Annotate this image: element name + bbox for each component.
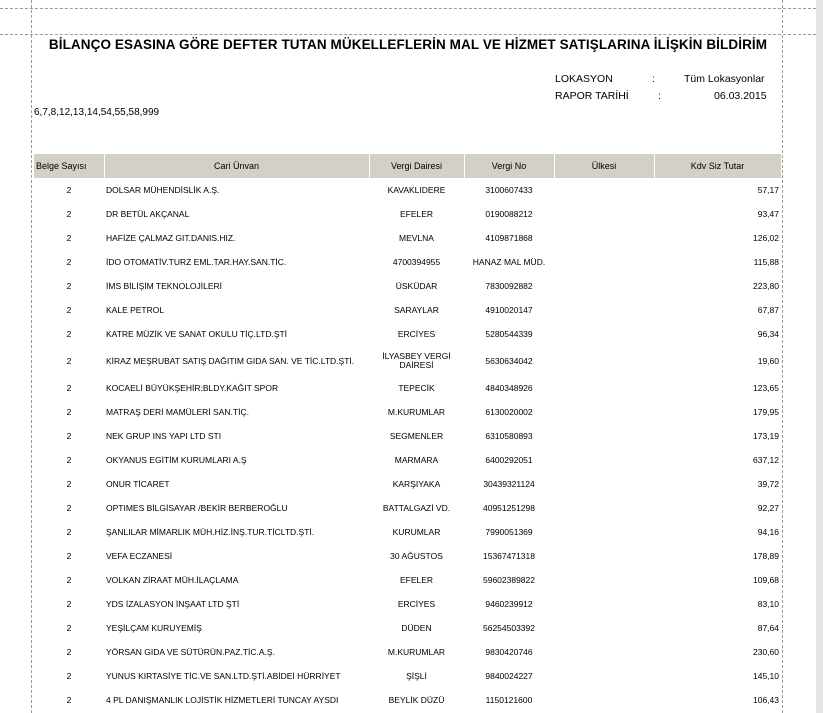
vergi-dairesi-cell: KAVAKLIDERE xyxy=(387,184,446,195)
table-row xyxy=(34,226,781,250)
ulkesi-cell xyxy=(554,298,654,322)
margin-guide-left xyxy=(31,0,32,713)
table-row xyxy=(34,346,781,376)
cari-unvan-cell: 4 PL DANIŞMANLIK LOJİSTİK HİZMETLERİ TUNCAY AYSDI xyxy=(106,695,339,705)
cari-unvan-cell: DR BETÜL AKÇANAL xyxy=(106,209,190,219)
table-row xyxy=(34,640,781,664)
vergi-no-cell: 5280544339 xyxy=(485,329,533,339)
vergi-dairesi-cell: SARAYLAR xyxy=(394,304,439,315)
belge-sayisi-cell: 2 xyxy=(66,503,72,513)
vergi-dairesi-cell: SEGMENLER xyxy=(389,430,444,441)
table-row xyxy=(34,544,781,568)
belge-sayisi-cell: 2 xyxy=(66,356,72,366)
header-guide xyxy=(0,34,816,35)
location-label: LOKASYON xyxy=(555,73,613,85)
ulkesi-cell xyxy=(554,472,654,496)
ulkesi-cell xyxy=(554,448,654,472)
page-shadow xyxy=(816,0,823,713)
table-row xyxy=(34,424,781,448)
vergi-no-cell: 4109871868 xyxy=(485,233,533,243)
belge-sayisi-cell: 2 xyxy=(66,383,72,393)
ulkesi-cell xyxy=(554,640,654,664)
ulkesi-cell xyxy=(554,226,654,250)
header-kdv-siz-tutar: Kdv Siz Tutar xyxy=(654,154,781,178)
belge-sayisi-cell: 2 xyxy=(66,431,72,441)
vergi-no-cell: 3100607433 xyxy=(485,185,533,195)
ulkesi-cell xyxy=(554,520,654,544)
belge-sayisi-cell: 2 xyxy=(66,185,72,195)
kdv-siz-tutar-cell: 19,60 xyxy=(757,356,779,366)
ulkesi-cell xyxy=(554,592,654,616)
kdv-siz-tutar-cell: 94,16 xyxy=(757,527,779,537)
kdv-siz-tutar-cell: 92,27 xyxy=(757,503,779,513)
kdv-siz-tutar-cell: 106,43 xyxy=(753,695,779,705)
cari-unvan-cell: NEK GRUP INS YAPI LTD STI xyxy=(106,431,222,441)
table-row xyxy=(34,202,781,226)
vergi-no-cell: 7830092882 xyxy=(485,281,533,291)
ulkesi-cell xyxy=(554,376,654,400)
cari-unvan-cell: YÖRSAN GIDA VE SÜTÜRÜN.PAZ.TİC.A.Ş. xyxy=(106,647,275,657)
vergi-no-cell: 6130020002 xyxy=(485,407,533,417)
vergi-no-cell: 4910020147 xyxy=(485,305,533,315)
vergi-no-cell: HANAZ MAL MÜD. xyxy=(472,257,546,267)
ulkesi-cell xyxy=(554,346,654,376)
vergi-dairesi-cell: MARMARA xyxy=(394,454,439,465)
vergi-dairesi-cell: ŞİŞLİ xyxy=(406,670,427,681)
kdv-siz-tutar-cell: 96,34 xyxy=(757,329,779,339)
ulkesi-cell xyxy=(554,424,654,448)
vergi-no-cell: 4840348926 xyxy=(485,383,533,393)
vergi-dairesi-cell: DÜDEN xyxy=(401,622,432,633)
vergi-no-cell: 5630634042 xyxy=(485,356,533,366)
kdv-siz-tutar-cell: 179,95 xyxy=(753,407,779,417)
kdv-siz-tutar-cell: 145,10 xyxy=(753,671,779,681)
belge-sayisi-cell: 2 xyxy=(66,257,72,267)
header-vergi-dairesi: Vergi Dairesi xyxy=(369,154,464,178)
kdv-siz-tutar-cell: 637,12 xyxy=(753,455,779,465)
vergi-dairesi-cell: 30 AĞUSTOS xyxy=(390,550,443,561)
ulkesi-cell xyxy=(554,496,654,520)
belge-sayisi-cell: 2 xyxy=(66,305,72,315)
table-row xyxy=(34,376,781,400)
cari-unvan-cell: ONUR TİCARET xyxy=(106,479,170,489)
vergi-dairesi-cell: EFELER xyxy=(399,574,434,585)
table-row xyxy=(34,592,781,616)
ulkesi-cell xyxy=(554,688,654,712)
cari-unvan-cell: OPTIMES BİLGİSAYAR /BEKİR BERBEROĞLU xyxy=(106,503,288,513)
table-row xyxy=(34,688,781,712)
cari-unvan-cell: YEŞİLÇAM KURUYEMİŞ xyxy=(106,623,202,633)
vergi-no-cell: 40951251298 xyxy=(482,503,535,513)
belge-sayisi-cell: 2 xyxy=(66,479,72,489)
table-row xyxy=(34,616,781,640)
belge-sayisi-cell: 2 xyxy=(66,329,72,339)
table-header-row xyxy=(34,154,781,178)
vergi-dairesi-cell: ERCİYES xyxy=(397,328,436,339)
kdv-siz-tutar-cell: 178,89 xyxy=(753,551,779,561)
cari-unvan-cell: YDS İZALASYON İNŞAAT LTD ŞTİ xyxy=(106,599,240,609)
vergi-dairesi-cell: TEPECİK xyxy=(398,382,435,393)
vergi-no-cell: 9830420746 xyxy=(485,647,533,657)
cari-unvan-cell: KİRAZ MEŞRUBAT SATIŞ DAĞITIM GIDA SAN. VE TİC.LTD.ŞTİ. xyxy=(106,356,355,366)
kdv-siz-tutar-cell: 173,19 xyxy=(753,431,779,441)
ulkesi-cell xyxy=(554,178,654,202)
ulkesi-cell xyxy=(554,322,654,346)
belge-sayisi-cell: 2 xyxy=(66,623,72,633)
ulkesi-cell xyxy=(554,400,654,424)
cari-unvan-cell: KOCAELİ BÜYÜKŞEHİR:BLDY.KAĞIT SPOR xyxy=(106,383,279,393)
cari-unvan-cell: KALE PETROL xyxy=(106,305,165,315)
header-cari-unvan: Cari Ünvan xyxy=(104,154,369,178)
table-row xyxy=(34,664,781,688)
report-date-value: 06.03.2015 xyxy=(714,90,767,102)
belge-sayisi-cell: 2 xyxy=(66,407,72,417)
belge-sayisi-cell: 2 xyxy=(66,551,72,561)
belge-sayisi-cell: 2 xyxy=(66,575,72,585)
vergi-no-cell: 59602389822 xyxy=(482,575,535,585)
vergi-dairesi-cell: M.KURUMLAR xyxy=(387,406,446,417)
vergi-no-cell: 56254503392 xyxy=(482,623,535,633)
table-row xyxy=(34,448,781,472)
kdv-siz-tutar-cell: 87,64 xyxy=(757,623,779,633)
vergi-no-cell: 7990051369 xyxy=(485,527,533,537)
cari-unvan-cell: OKYANUS EGİTİM KURUMLARI A.Ş xyxy=(106,455,247,465)
vergi-no-cell: 6400292051 xyxy=(485,455,533,465)
kdv-siz-tutar-cell: 123,65 xyxy=(753,383,779,393)
kdv-siz-tutar-cell: 83,10 xyxy=(757,599,779,609)
cari-unvan-cell: İDO OTOMATİV.TURZ EML.TAR.HAY.SAN.TİC. xyxy=(106,257,287,267)
header-ulkesi: Ülkesi xyxy=(554,154,654,178)
table-row xyxy=(34,520,781,544)
margin-guide-right xyxy=(782,0,783,713)
table-row xyxy=(34,178,781,202)
vergi-no-cell: 0190088212 xyxy=(485,209,533,219)
ulkesi-cell xyxy=(554,274,654,298)
belge-sayisi-cell: 2 xyxy=(66,281,72,291)
vergi-dairesi-cell: 4700394955 xyxy=(392,256,441,267)
vergi-no-cell: 1150121600 xyxy=(485,695,533,705)
vergi-no-cell: 30439321124 xyxy=(483,479,535,489)
belge-sayisi-cell: 2 xyxy=(66,671,72,681)
cari-unvan-cell: MATRAŞ DERİ MAMÜLERİ SAN.TİÇ. xyxy=(106,407,249,417)
margin-guide-top xyxy=(0,8,816,9)
belge-sayisi-cell: 2 xyxy=(66,695,72,705)
table-row xyxy=(34,568,781,592)
cari-unvan-cell: ŞANLILAR MİMARLIK MÜH.HİZ.İNŞ.TUR.TİCLTD.ŞTİ. xyxy=(106,527,315,537)
cari-unvan-cell: HAFİZE ÇALMAZ GIT.DANIS.HIZ. xyxy=(106,233,236,243)
cari-unvan-cell: VEFA ECZANESİ xyxy=(106,551,173,561)
cari-unvan-cell: DOLSAR MÜHENDİSLİK A.Ş. xyxy=(106,185,220,195)
belge-sayisi-cell: 2 xyxy=(66,455,72,465)
header-vergi-no: Vergi No xyxy=(464,154,554,178)
kdv-siz-tutar-cell: 109,68 xyxy=(753,575,779,585)
ulkesi-cell xyxy=(554,664,654,688)
cari-unvan-cell: YUNUS KIRTASİYE TİC.VE SAN.LTD.ŞTİ.ABİDEİ HÜRRİYET xyxy=(106,671,341,681)
vergi-dairesi-cell: BEYLİK DÜZÜ xyxy=(388,694,445,705)
belge-sayisi-cell: 2 xyxy=(66,233,72,243)
table-row xyxy=(34,496,781,520)
kdv-siz-tutar-cell: 126,02 xyxy=(753,233,779,243)
table-row xyxy=(34,322,781,346)
table-row xyxy=(34,250,781,274)
filter-codes: 6,7,8,12,13,14,54,55,58,999 xyxy=(34,107,160,118)
table-row xyxy=(34,298,781,322)
header-belge-sayisi: Belge Sayısı xyxy=(34,154,104,178)
vergi-dairesi-cell: EFELER xyxy=(399,208,434,219)
kdv-siz-tutar-cell: 39,72 xyxy=(757,479,779,489)
vergi-dairesi-cell: İLYASBEY VERGİ DAİRESİ xyxy=(382,351,451,370)
vergi-dairesi-cell: MEVLNA xyxy=(399,232,434,243)
kdv-siz-tutar-cell: 230,60 xyxy=(753,647,779,657)
vergi-no-cell: 9460239912 xyxy=(485,599,533,609)
vergi-dairesi-cell: ÜSKÜDAR xyxy=(395,280,438,291)
table-row xyxy=(34,400,781,424)
vergi-no-cell: 6310580893 xyxy=(485,431,533,441)
report-title: BİLANÇO ESASINA GÖRE DEFTER TUTAN MÜKELLEFLERİN MAL VE HİZMET SATIŞLARINA İLİŞKİN BİLDİRİM xyxy=(48,37,768,52)
vergi-dairesi-cell: BATTALGAZİ VD. xyxy=(382,502,451,513)
belge-sayisi-cell: 2 xyxy=(66,527,72,537)
location-value: Tüm Lokasyonlar xyxy=(684,73,765,85)
cari-unvan-cell: KATRE MÜZİK VE SANAT OKULU TİÇ.LTD.ŞTİ xyxy=(106,329,288,339)
ulkesi-cell xyxy=(554,568,654,592)
cari-unvan-cell: İMS BİLİŞİM TEKNOLOJİLERİ xyxy=(106,281,223,291)
vergi-dairesi-cell: KARŞIYAKA xyxy=(392,478,441,489)
report-date-label: RAPOR TARİHİ xyxy=(555,90,629,102)
ulkesi-cell xyxy=(554,616,654,640)
vergi-dairesi-cell: ERCİYES xyxy=(397,598,436,609)
sales-table xyxy=(34,154,782,712)
table-body xyxy=(34,178,781,712)
kdv-siz-tutar-cell: 223,80 xyxy=(753,281,779,291)
kdv-siz-tutar-cell: 57,17 xyxy=(757,185,779,195)
table-row xyxy=(34,472,781,496)
kdv-siz-tutar-cell: 93,47 xyxy=(757,209,779,219)
ulkesi-cell xyxy=(554,250,654,274)
kdv-siz-tutar-cell: 115,88 xyxy=(753,257,779,267)
ulkesi-cell xyxy=(554,202,654,226)
location-separator: : xyxy=(652,73,655,85)
belge-sayisi-cell: 2 xyxy=(66,647,72,657)
vergi-no-cell: 9840024227 xyxy=(485,671,533,681)
ulkesi-cell xyxy=(554,544,654,568)
cari-unvan-cell: VOLKAN ZİRAAT MÜH.İLAÇLAMA xyxy=(106,575,239,585)
belge-sayisi-cell: 2 xyxy=(66,209,72,219)
table-row xyxy=(34,274,781,298)
vergi-dairesi-cell: M.KURUMLAR xyxy=(387,646,446,657)
belge-sayisi-cell: 2 xyxy=(66,599,72,609)
vergi-dairesi-cell: KURUMLAR xyxy=(392,526,441,537)
vergi-no-cell: 15367471318 xyxy=(482,551,535,561)
report-date-separator: : xyxy=(658,90,661,102)
kdv-siz-tutar-cell: 67,87 xyxy=(757,305,779,315)
